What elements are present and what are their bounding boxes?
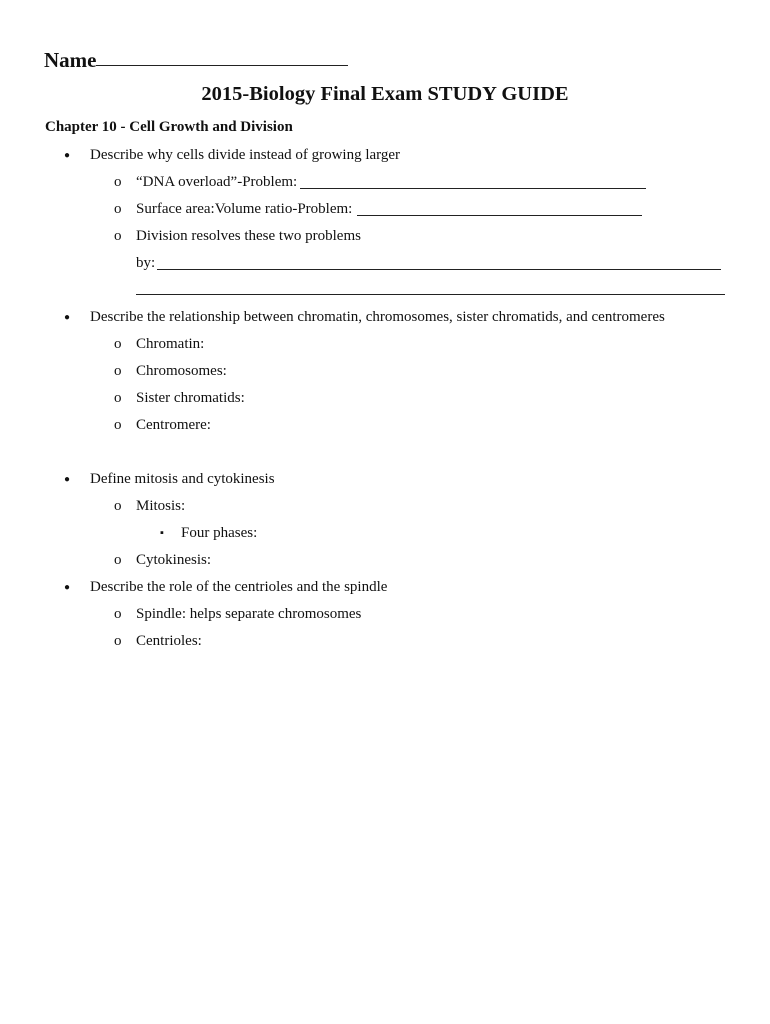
bullet-marker: ● [64,312,71,323]
item-chromatin: Chromatin: [136,336,205,352]
circle-marker: o [114,336,122,352]
circle-marker: o [114,633,122,649]
circle-marker: o [114,498,122,514]
chapter-heading: Chapter 10 - Cell Growth and Division [45,119,293,135]
item-cytokinesis: Cytokinesis: [136,552,212,568]
surface-area-blank-line[interactable] [357,215,642,216]
item-mitosis: Mitosis: [136,498,186,514]
section-prompt-4: Describe the role of the centrioles and the spindle [90,579,388,595]
circle-marker: o [114,228,122,244]
name-blank-line[interactable] [96,65,348,66]
item-centromere: Centromere: [136,417,211,433]
item-sister-chromatids: Sister chromatids: [136,390,245,406]
item-dna-overload: “DNA overload”-Problem: [136,174,298,190]
section-prompt-1: Describe why cells divide instead of growing larger [90,147,401,163]
circle-marker: o [114,552,122,568]
circle-marker: o [114,201,122,217]
circle-marker: o [114,390,122,406]
bullet-marker: ● [64,582,71,593]
item-by-label: by: [136,255,156,271]
section-prompt-3: Define mitosis and cytokinesis [90,471,275,487]
item-spindle: Spindle: helps separate chromosomes [136,606,362,622]
bullet-marker: ● [64,150,71,161]
item-surface-area-ratio: Surface area:Volume ratio-Problem: [136,201,353,217]
dna-overload-blank-line[interactable] [300,188,646,189]
bullet-marker: ● [64,474,71,485]
page-title: 2015-Biology Final Exam STUDY GUIDE [201,83,569,105]
item-centrioles: Centrioles: [136,633,202,649]
square-marker: ▪ [160,527,164,539]
section-prompt-2: Describe the relationship between chromatin, chromosomes, sister chromatids, and centromeres [90,309,665,325]
by-blank-line[interactable] [157,269,721,270]
circle-marker: o [114,606,122,622]
circle-marker: o [114,363,122,379]
item-division-resolves: Division resolves these two problems [136,228,361,244]
circle-marker: o [114,174,122,190]
item-chromosomes: Chromosomes: [136,363,227,379]
by-blank-line-2[interactable] [136,294,725,295]
name-label: Name [44,48,97,72]
circle-marker: o [114,417,122,433]
subitem-four-phases: Four phases: [181,525,258,541]
